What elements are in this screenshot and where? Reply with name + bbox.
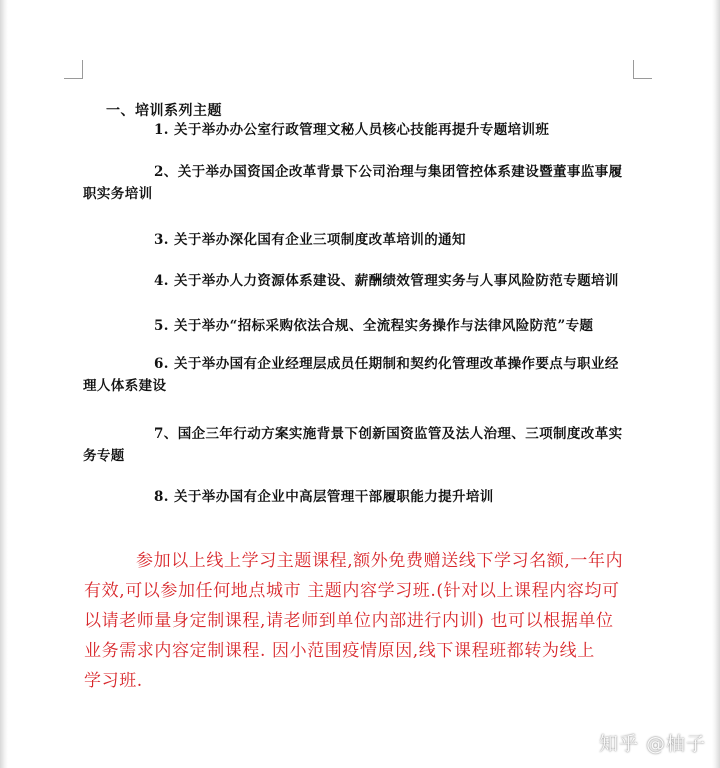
list-item-line: 7、国企三年行动方案实施背景下创新国资监管及法人治理、三项制度改革实 bbox=[154, 426, 623, 442]
margin-corner-mark-left bbox=[64, 60, 83, 79]
list-item-line: 8. 关于举办国有企业中高层管理干部履职能力提升培训 bbox=[154, 489, 494, 505]
list-item-line: 职实务培训 bbox=[83, 186, 153, 202]
promo-note-line: 以请老师量身定制课程,请老师到单位内部进行内训) 也可以根据单位 bbox=[84, 611, 614, 631]
list-item bbox=[154, 119, 549, 141]
list-item-line: 理人体系建设 bbox=[83, 378, 167, 394]
promo-note-line: 参加以上线上学习主题课程,额外免费赠送线下学习名额,一年内 bbox=[136, 551, 624, 571]
list-item-line: 2、关于举办国资国企改革背景下公司治理与集团管控体系建设暨董事监事履 bbox=[154, 164, 623, 180]
promo-note-line: 业务需求内容定制课程. 因小范围疫情原因,线下课程班都转为线上 bbox=[84, 641, 595, 661]
section-title: 一、培训系列主题 bbox=[106, 103, 222, 119]
margin-corner-mark-right bbox=[633, 60, 652, 79]
list-item-line: 3. 关于举办深化国有企业三项制度改革培训的通知 bbox=[154, 232, 466, 248]
list-item bbox=[83, 423, 623, 467]
list-item-line: 4. 关于举办人力资源体系建设、薪酬绩效管理实务与人事风险防范专题培训 bbox=[154, 273, 619, 289]
list-item bbox=[83, 353, 619, 397]
list-item bbox=[154, 315, 593, 337]
watermark: 知乎 @柚子 bbox=[598, 733, 706, 755]
list-item-line: 6. 关于举办国有企业经理层成员任期制和契约化管理改革操作要点与职业经 bbox=[154, 356, 619, 372]
page-edge-right bbox=[712, 0, 720, 768]
promo-note-line: 有效,可以参加任何地点城市 主题内容学习班.(针对以上课程内容均可 bbox=[84, 581, 620, 601]
list-item bbox=[154, 486, 494, 508]
page-edge-left bbox=[0, 0, 8, 768]
list-item-line: 5. 关于举办“招标采购依法合规、全流程实务操作与法律风险防范”专题 bbox=[154, 318, 594, 334]
promo-note bbox=[84, 546, 644, 696]
promo-note-line: 学习班. bbox=[84, 671, 143, 691]
list-item-line: 务专题 bbox=[83, 448, 125, 464]
list-item bbox=[154, 270, 619, 292]
list-item-line: 1. 关于举办办公室行政管理文秘人员核心技能再提升专题培训班 bbox=[154, 122, 550, 138]
list-item bbox=[83, 161, 623, 205]
list-item bbox=[154, 229, 466, 251]
